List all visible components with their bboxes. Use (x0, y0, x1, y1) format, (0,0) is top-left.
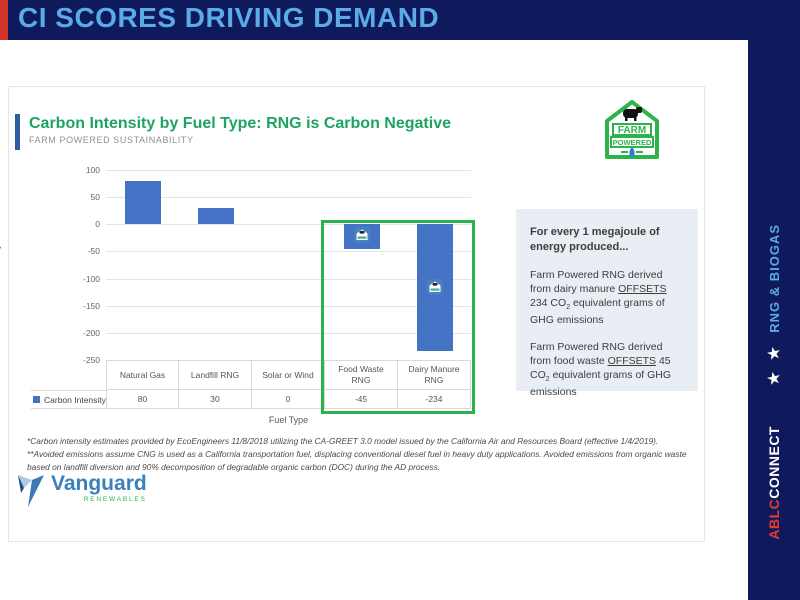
info-box (516, 209, 698, 398)
y-axis-tick-label: -150 (82, 300, 100, 311)
chart-gridline (106, 170, 471, 171)
brand-connect: CONNECT (766, 426, 782, 499)
red-accent-stripe (0, 0, 8, 40)
star-icon: ★ (764, 367, 784, 390)
table-value-cell: 30 (179, 390, 252, 409)
chart-bar (125, 181, 161, 224)
x-axis-title: Fuel Type (268, 415, 309, 425)
table-header-cell: Dairy Manure RNG (398, 360, 471, 390)
info-box-heading: For every 1 megajoule of energy produced... (530, 226, 660, 253)
table-value-cell: -234 (398, 390, 471, 409)
conference-sidebar (748, 0, 800, 600)
footnote (27, 435, 695, 474)
stars-decoration (748, 342, 800, 391)
farm-logo-text-1: FARM (617, 125, 647, 136)
track-label: RNG & BIOGAS (766, 223, 782, 333)
y-axis-tick-label: -200 (82, 327, 100, 338)
offsets-underlined: OFFSETS (618, 282, 667, 295)
star-icon: ★ (764, 342, 784, 365)
chart-gridline (106, 197, 471, 198)
table-header-cell: Natural Gas (106, 360, 179, 390)
conference-brand (766, 426, 782, 540)
footnote-line-2: **Avoided emissions assume CNG is used as a California transportation fuel, displacing conventional diesel fuel in heavy duty applications. Avoided emissions from organic waste based on landfill diversion and 90% decomposition of degradable organic carbon (DOC) during the AD process. (27, 449, 687, 473)
offsets-underlined: OFFSETS (607, 354, 657, 367)
y-axis-tick-label: 100 (85, 165, 100, 175)
slide-subtitle: FARM POWERED SUSTAINABILITY (29, 135, 194, 146)
table-header-cell: Solar or Wind (252, 360, 325, 390)
y-axis-tick-label: 0 (95, 219, 100, 230)
y-axis-tick-label: -50 (87, 246, 100, 257)
track-label-container (748, 218, 800, 338)
highlight-box (321, 220, 475, 414)
table-value-cell: 0 (252, 390, 325, 409)
footnote-line-1: *Carbon intensity estimates provided by EcoEngineers 11/8/2018 utilizing the CA-GREET 3.0 model issued by the California Air and Resources Board (effective 1/4/2019). (27, 436, 659, 446)
y-axis-tick-label: 50 (90, 192, 100, 203)
chart-bar (198, 208, 234, 224)
info-box-paragraph-foodwaste: Farm Powered RNG derived from food waste OFFSETS 45 $CO_2$ equivalent grams of GHG emissions (530, 340, 672, 398)
farm-logo-text-2: POWERED (612, 138, 652, 147)
vanguard-renewables-label: RENEWABLES (83, 496, 147, 503)
slide-canvas (8, 86, 705, 542)
vanguard-wordmark: Vanguard (51, 472, 147, 495)
table-value-cell: 80 (106, 390, 179, 409)
table-header-cell: Landfill RNG (179, 360, 252, 390)
vanguard-icon (15, 473, 45, 509)
legend-label: Carbon Intensity (44, 394, 106, 405)
page-title: CI SCORES DRIVING DEMAND (18, 2, 440, 33)
y-axis-tick-label: -100 (82, 273, 100, 284)
top-banner (0, 0, 800, 40)
y-axis-tick-label: -250 (82, 355, 100, 365)
slide-title: Carbon Intensity by Fuel Type: RNG is Carbon Negative (29, 115, 451, 132)
brand-container (748, 398, 800, 568)
y-axis-title (0, 199, 1, 329)
legend-marker (33, 396, 40, 403)
legend-cell (31, 390, 106, 409)
vanguard-renewables-logo (15, 473, 147, 509)
info-box-paragraph-dairy: Farm Powered RNG derived from dairy manure OFFSETS 234 $CO_2$ equivalent grams of GHG emissions (530, 268, 667, 326)
table-header-cell: Food Waste RNG (325, 360, 398, 390)
table-value-cell: -45 (325, 390, 398, 409)
brand-ablc: ABLC (766, 498, 782, 540)
